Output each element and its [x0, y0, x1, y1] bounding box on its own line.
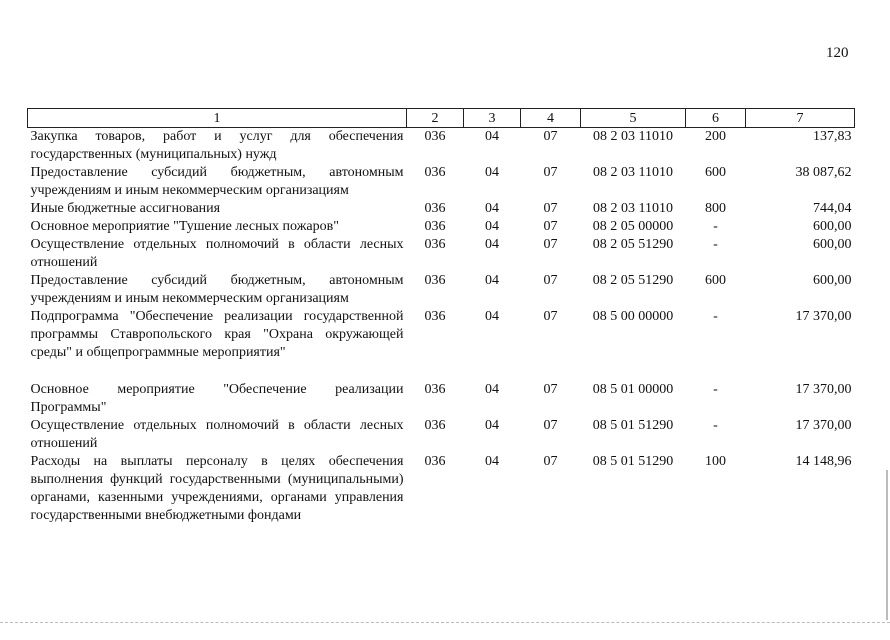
row-amount: 14 148,96 [795, 454, 852, 469]
row-section: 04 [485, 309, 499, 324]
row-name: Предоставление субсидий бюджетным, автономным учреждениям и иным некоммерческим организациям [30, 165, 404, 198]
row-name: Закупка товаров, работ и услуг для обеспечения государственных (муниципальных) нужд [30, 129, 404, 162]
row-ministry-code: 036 [424, 418, 446, 433]
budget-table [27, 108, 855, 525]
row-section: 04 [485, 382, 499, 397]
row-section: 04 [485, 237, 499, 252]
row-subsection: 07 [543, 237, 558, 252]
row-amount: 600,00 [813, 237, 852, 252]
row-amount: 17 370,00 [795, 418, 852, 433]
row-expense-type: 600 [705, 273, 726, 288]
row-amount: 137,83 [813, 129, 852, 144]
row-expense-type: 600 [705, 165, 726, 180]
row-amount: 17 370,00 [795, 382, 852, 397]
row-subsection: 07 [543, 201, 558, 216]
table-row [28, 236, 855, 272]
row-target-code: 08 5 01 51290 [592, 418, 674, 433]
row-name: Подпрограмма "Обеспечение реализации государственной программы Ставропольского края "Охрана окружающей среды" и общепрограммные мероприятия" [30, 309, 404, 360]
row-expense-type: - [713, 309, 718, 324]
row-subsection: 07 [543, 219, 558, 234]
header-col-5: 5 [581, 109, 686, 128]
row-expense-type: 800 [705, 201, 726, 216]
row-section: 04 [485, 129, 499, 144]
row-section: 04 [485, 201, 499, 216]
table-row [28, 453, 855, 525]
row-expense-type: 100 [705, 454, 726, 469]
row-amount: 744,04 [813, 201, 852, 216]
row-name: Основное мероприятие "Обеспечение реализации Программы" [30, 382, 404, 415]
table-row [28, 200, 855, 218]
row-target-code: 08 2 05 51290 [592, 273, 674, 288]
row-target-code: 08 2 03 11010 [593, 201, 673, 216]
row-name: Основное мероприятие "Тушение лесных пожаров" [30, 219, 339, 234]
row-expense-type: - [713, 418, 718, 433]
row-subsection: 07 [543, 382, 558, 397]
header-col-7: 7 [746, 109, 855, 128]
table-row [28, 417, 855, 453]
row-ministry-code: 036 [424, 273, 446, 288]
row-expense-type: - [713, 219, 718, 234]
row-ministry-code: 036 [424, 382, 446, 397]
spacer-row [28, 362, 855, 381]
row-ministry-code: 036 [424, 309, 446, 324]
row-name: Расходы на выплаты персоналу в целях обеспечения выполнения функций государственными (муниципальными) органами, казенными учреждениями, органами управления государственными внебюджетными фондами [30, 454, 404, 523]
table-row [28, 272, 855, 308]
row-subsection: 07 [543, 129, 558, 144]
row-amount: 600,00 [813, 273, 852, 288]
row-target-code: 08 2 05 51290 [592, 237, 674, 252]
row-ministry-code: 036 [424, 201, 446, 216]
row-subsection: 07 [543, 273, 558, 288]
scan-bottom-line [0, 622, 890, 624]
header-col-2: 2 [407, 109, 464, 128]
row-section: 04 [485, 454, 499, 469]
table-row [28, 218, 855, 236]
row-target-code: 08 2 05 00000 [592, 219, 674, 234]
row-subsection: 07 [543, 454, 558, 469]
scan-edge-mark [886, 470, 888, 620]
row-amount: 17 370,00 [795, 309, 852, 324]
table-row [28, 308, 855, 362]
row-expense-type: - [713, 382, 718, 397]
table-row [28, 128, 855, 165]
row-name: Иные бюджетные ассигнования [30, 201, 221, 216]
row-section: 04 [485, 165, 499, 180]
row-target-code: 08 5 01 51290 [592, 454, 674, 469]
row-section: 04 [485, 418, 499, 433]
spacer-cell [28, 362, 855, 381]
row-subsection: 07 [543, 418, 558, 433]
row-section: 04 [485, 273, 499, 288]
row-section: 04 [485, 219, 499, 234]
row-ministry-code: 036 [424, 129, 446, 144]
table-row [28, 164, 855, 200]
header-col-4: 4 [521, 109, 581, 128]
row-ministry-code: 036 [424, 219, 446, 234]
row-expense-type: - [713, 237, 718, 252]
row-ministry-code: 036 [424, 165, 446, 180]
row-name: Осуществление отдельных полномочий в области лесных отношений [30, 237, 404, 270]
row-amount: 600,00 [813, 219, 852, 234]
row-ministry-code: 036 [424, 237, 446, 252]
row-target-code: 08 2 03 11010 [593, 165, 673, 180]
row-target-code: 08 2 03 11010 [593, 129, 673, 144]
row-expense-type: 200 [705, 129, 726, 144]
row-target-code: 08 5 01 00000 [592, 382, 674, 397]
row-target-code: 08 5 00 00000 [592, 309, 674, 324]
row-name: Предоставление субсидий бюджетным, автономным учреждениям и иным некоммерческим организациям [30, 273, 404, 306]
header-row [28, 109, 855, 128]
row-ministry-code: 036 [424, 454, 446, 469]
row-name: Осуществление отдельных полномочий в области лесных отношений [30, 418, 404, 451]
header-col-6: 6 [686, 109, 746, 128]
row-subsection: 07 [543, 309, 558, 324]
page-number: 120 [826, 45, 849, 61]
header-col-1: 1 [28, 109, 407, 128]
header-col-3: 3 [464, 109, 521, 128]
row-amount: 38 087,62 [795, 165, 852, 180]
table-row [28, 381, 855, 417]
row-subsection: 07 [543, 165, 558, 180]
